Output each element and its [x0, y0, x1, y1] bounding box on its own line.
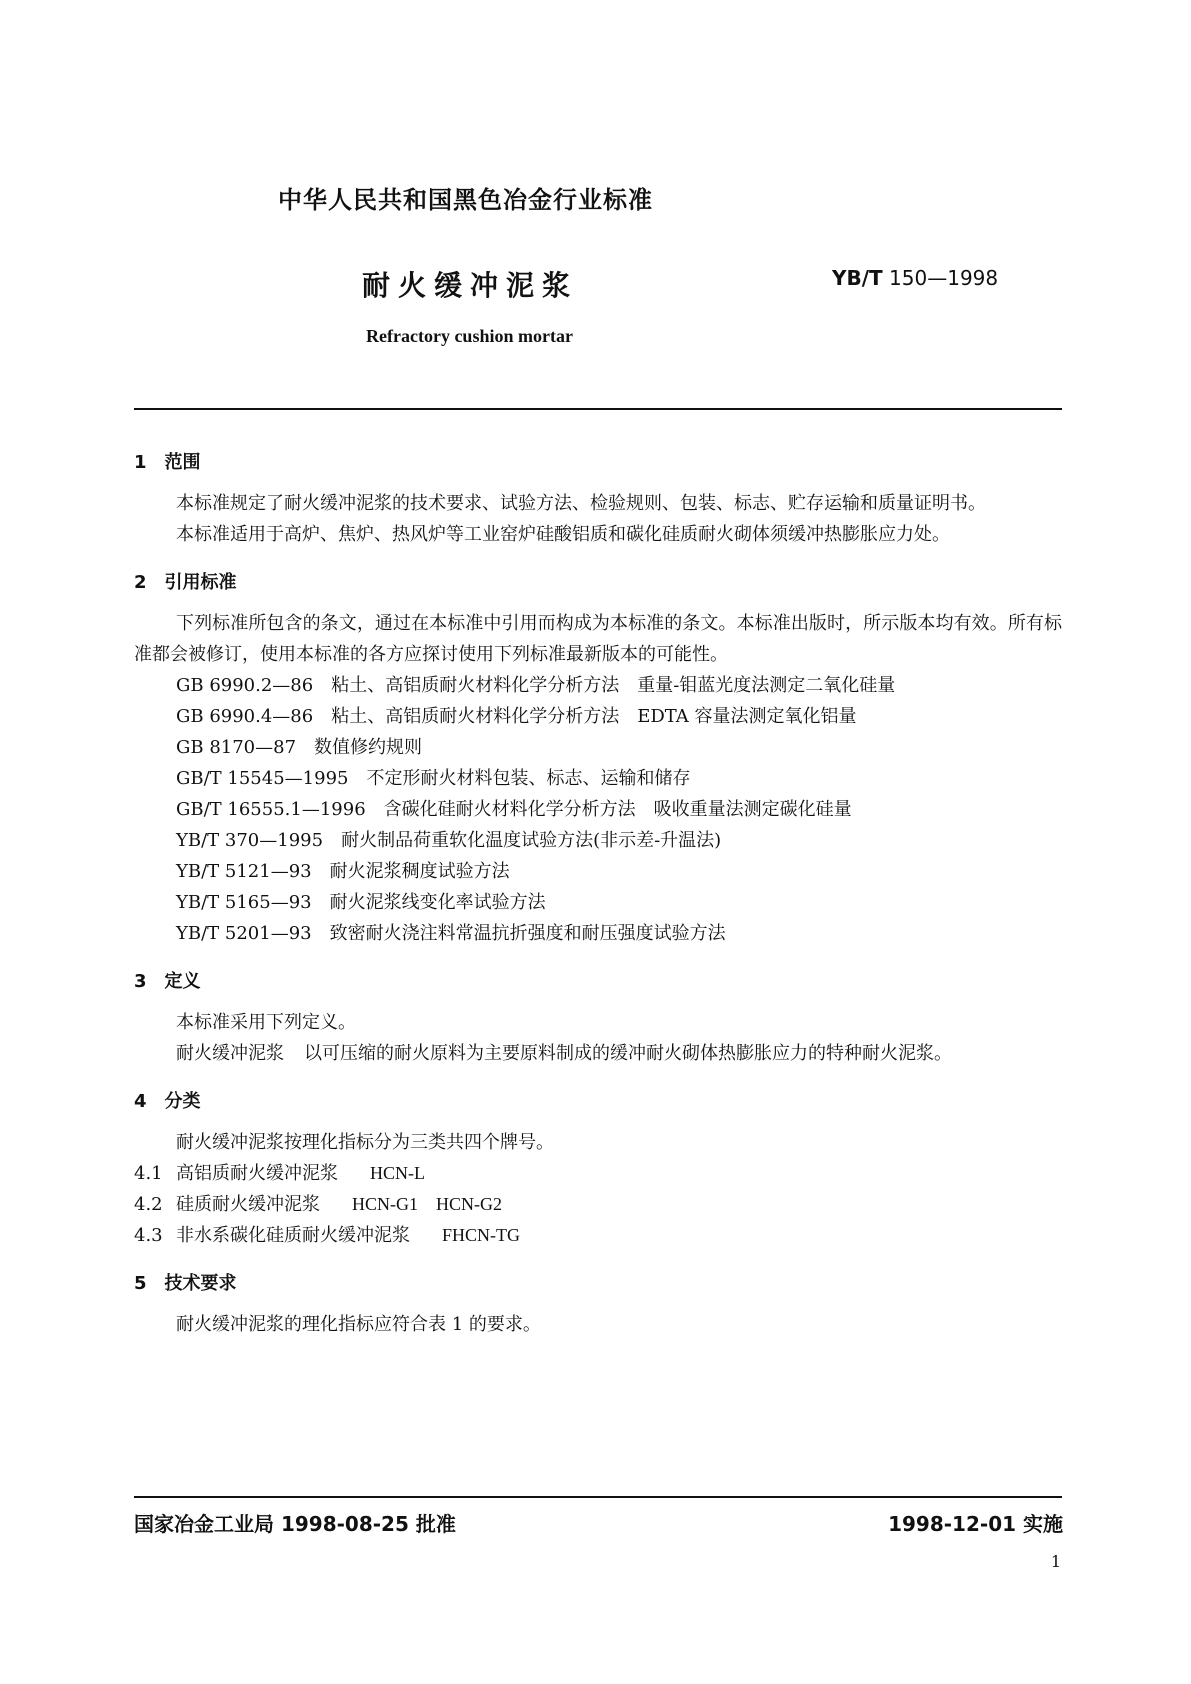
section-heading-classification — [134, 1085, 1062, 1117]
reference-code: YB/T 5201—93 — [176, 923, 312, 944]
section-title: 定义 — [164, 970, 201, 992]
clause-number: 4.2 — [134, 1194, 163, 1215]
list-item — [134, 1189, 1062, 1220]
reference-title: 耐火泥浆稠度试验方法 — [329, 861, 510, 882]
clause-number: 4.1 — [134, 1163, 163, 1184]
standard-code-number: 150—1998 — [889, 266, 999, 290]
reference-code: YB/T 5121—93 — [176, 861, 312, 882]
definition-term: 耐火缓冲泥浆 — [176, 1043, 284, 1064]
section-heading-references — [134, 566, 1062, 598]
section-heading-requirements — [134, 1267, 1062, 1299]
product-name: 非水系碳化硅质耐火缓冲泥浆 — [176, 1225, 410, 1246]
scope-paragraph-2: 本标准适用于高炉、焦炉、热风炉等工业窑炉硅酸铝质和碳化硅质耐火砌体须缓冲热膨胀应力处。 — [176, 524, 950, 545]
section-title: 技术要求 — [164, 1272, 237, 1294]
list-item — [134, 856, 1062, 887]
scope-paragraph-1: 本标准规定了耐火缓冲泥浆的技术要求、试验方法、检验规则、包装、标志、贮存运输和质量证明书。 — [176, 493, 986, 514]
list-item — [134, 918, 1062, 949]
grade-codes: HCN-L — [370, 1163, 425, 1183]
list-item — [134, 1220, 1062, 1251]
definition-entry — [134, 1038, 1062, 1069]
section-number: 1 — [134, 451, 147, 473]
standard-title-chinese: 耐火缓冲泥浆 — [362, 269, 579, 302]
reference-code: GB 6990.4—86 — [176, 706, 314, 727]
reference-code: GB/T 15545—1995 — [176, 768, 349, 789]
standard-code-prefix: YB/T — [832, 266, 883, 290]
list-item — [134, 887, 1062, 918]
standard-title-english: Refractory cushion mortar — [366, 326, 573, 346]
reference-code: GB 8170—87 — [176, 737, 297, 758]
list-item — [134, 794, 1062, 825]
classification-list — [134, 1158, 1062, 1251]
list-item — [134, 1158, 1062, 1189]
reference-title: 粘土、高铝质耐火材料化学分析方法 重量-钼蓝光度法测定二氧化硅量 — [331, 675, 896, 696]
standard-code — [832, 266, 998, 290]
definition-text: 以可压缩的耐火原料为主要原料制成的缓冲耐火砌体热膨胀应力的特种耐火泥浆。 — [304, 1043, 952, 1064]
product-name: 硅质耐火缓冲泥浆 — [176, 1194, 320, 1215]
classification-intro: 耐火缓冲泥浆按理化指标分为三类共四个牌号。 — [176, 1132, 554, 1153]
reference-code: GB 6990.2—86 — [176, 675, 314, 696]
section-number: 5 — [134, 1272, 147, 1294]
list-item — [134, 732, 1062, 763]
reference-code: GB/T 16555.1—1996 — [176, 799, 366, 820]
reference-title: 耐火制品荷重软化温度试验方法(非示差-升温法) — [341, 830, 722, 851]
footer-divider — [134, 1496, 1062, 1498]
section-title: 范围 — [164, 451, 201, 473]
reference-title: 粘土、高铝质耐火材料化学分析方法 EDTA 容量法测定氧化铝量 — [331, 706, 857, 727]
requirements-paragraph: 耐火缓冲泥浆的理化指标应符合表 1 的要求。 — [176, 1314, 541, 1335]
section-number: 3 — [134, 970, 147, 992]
reference-list — [134, 670, 1062, 949]
document-body — [134, 446, 1062, 1340]
reference-code: YB/T 5165—93 — [176, 892, 312, 913]
list-item — [134, 825, 1062, 856]
references-intro: 下列标准所包含的条文，通过在本标准中引用而构成为本标准的条文。本标准出版时，所示版本均有效。所有标准都会被修订，使用本标准的各方应探讨使用下列标准最新版本的可能性。 — [134, 613, 1062, 665]
grade-codes: FHCN-TG — [442, 1225, 521, 1245]
section-heading-definitions — [134, 965, 1062, 997]
header-divider — [134, 408, 1062, 410]
reference-title: 含碳化硅耐火材料化学分析方法 吸收重量法测定碳化硅量 — [383, 799, 852, 820]
product-name: 高铝质耐火缓冲泥浆 — [176, 1163, 338, 1184]
definitions-intro: 本标准采用下列定义。 — [176, 1012, 356, 1033]
section-number: 2 — [134, 571, 147, 593]
section-title: 分类 — [164, 1090, 201, 1112]
reference-title: 耐火泥浆线变化率试验方法 — [329, 892, 546, 913]
reference-title: 致密耐火浇注料常温抗折强度和耐压强度试验方法 — [329, 923, 726, 944]
list-item — [134, 701, 1062, 732]
issuing-organization: 中华人民共和国黑色冶金行业标准 — [278, 186, 653, 214]
reference-title: 不定形耐火材料包装、标志、运输和储存 — [366, 768, 691, 789]
page-number: 1 — [1050, 1552, 1061, 1571]
list-item — [134, 763, 1062, 794]
section-number: 4 — [134, 1090, 147, 1112]
list-item — [134, 670, 1062, 701]
reference-title: 数值修约规则 — [314, 737, 423, 758]
effective-date: 1998-12-01 实施 — [888, 1512, 1063, 1536]
grade-codes: HCN-G1 HCN-G2 — [352, 1194, 502, 1214]
section-heading-scope — [134, 446, 1062, 478]
section-title: 引用标准 — [164, 571, 237, 593]
reference-code: YB/T 370—1995 — [176, 830, 324, 851]
clause-number: 4.3 — [134, 1225, 163, 1246]
approval-statement: 国家冶金工业局 1998-08-25 批准 — [134, 1512, 456, 1536]
